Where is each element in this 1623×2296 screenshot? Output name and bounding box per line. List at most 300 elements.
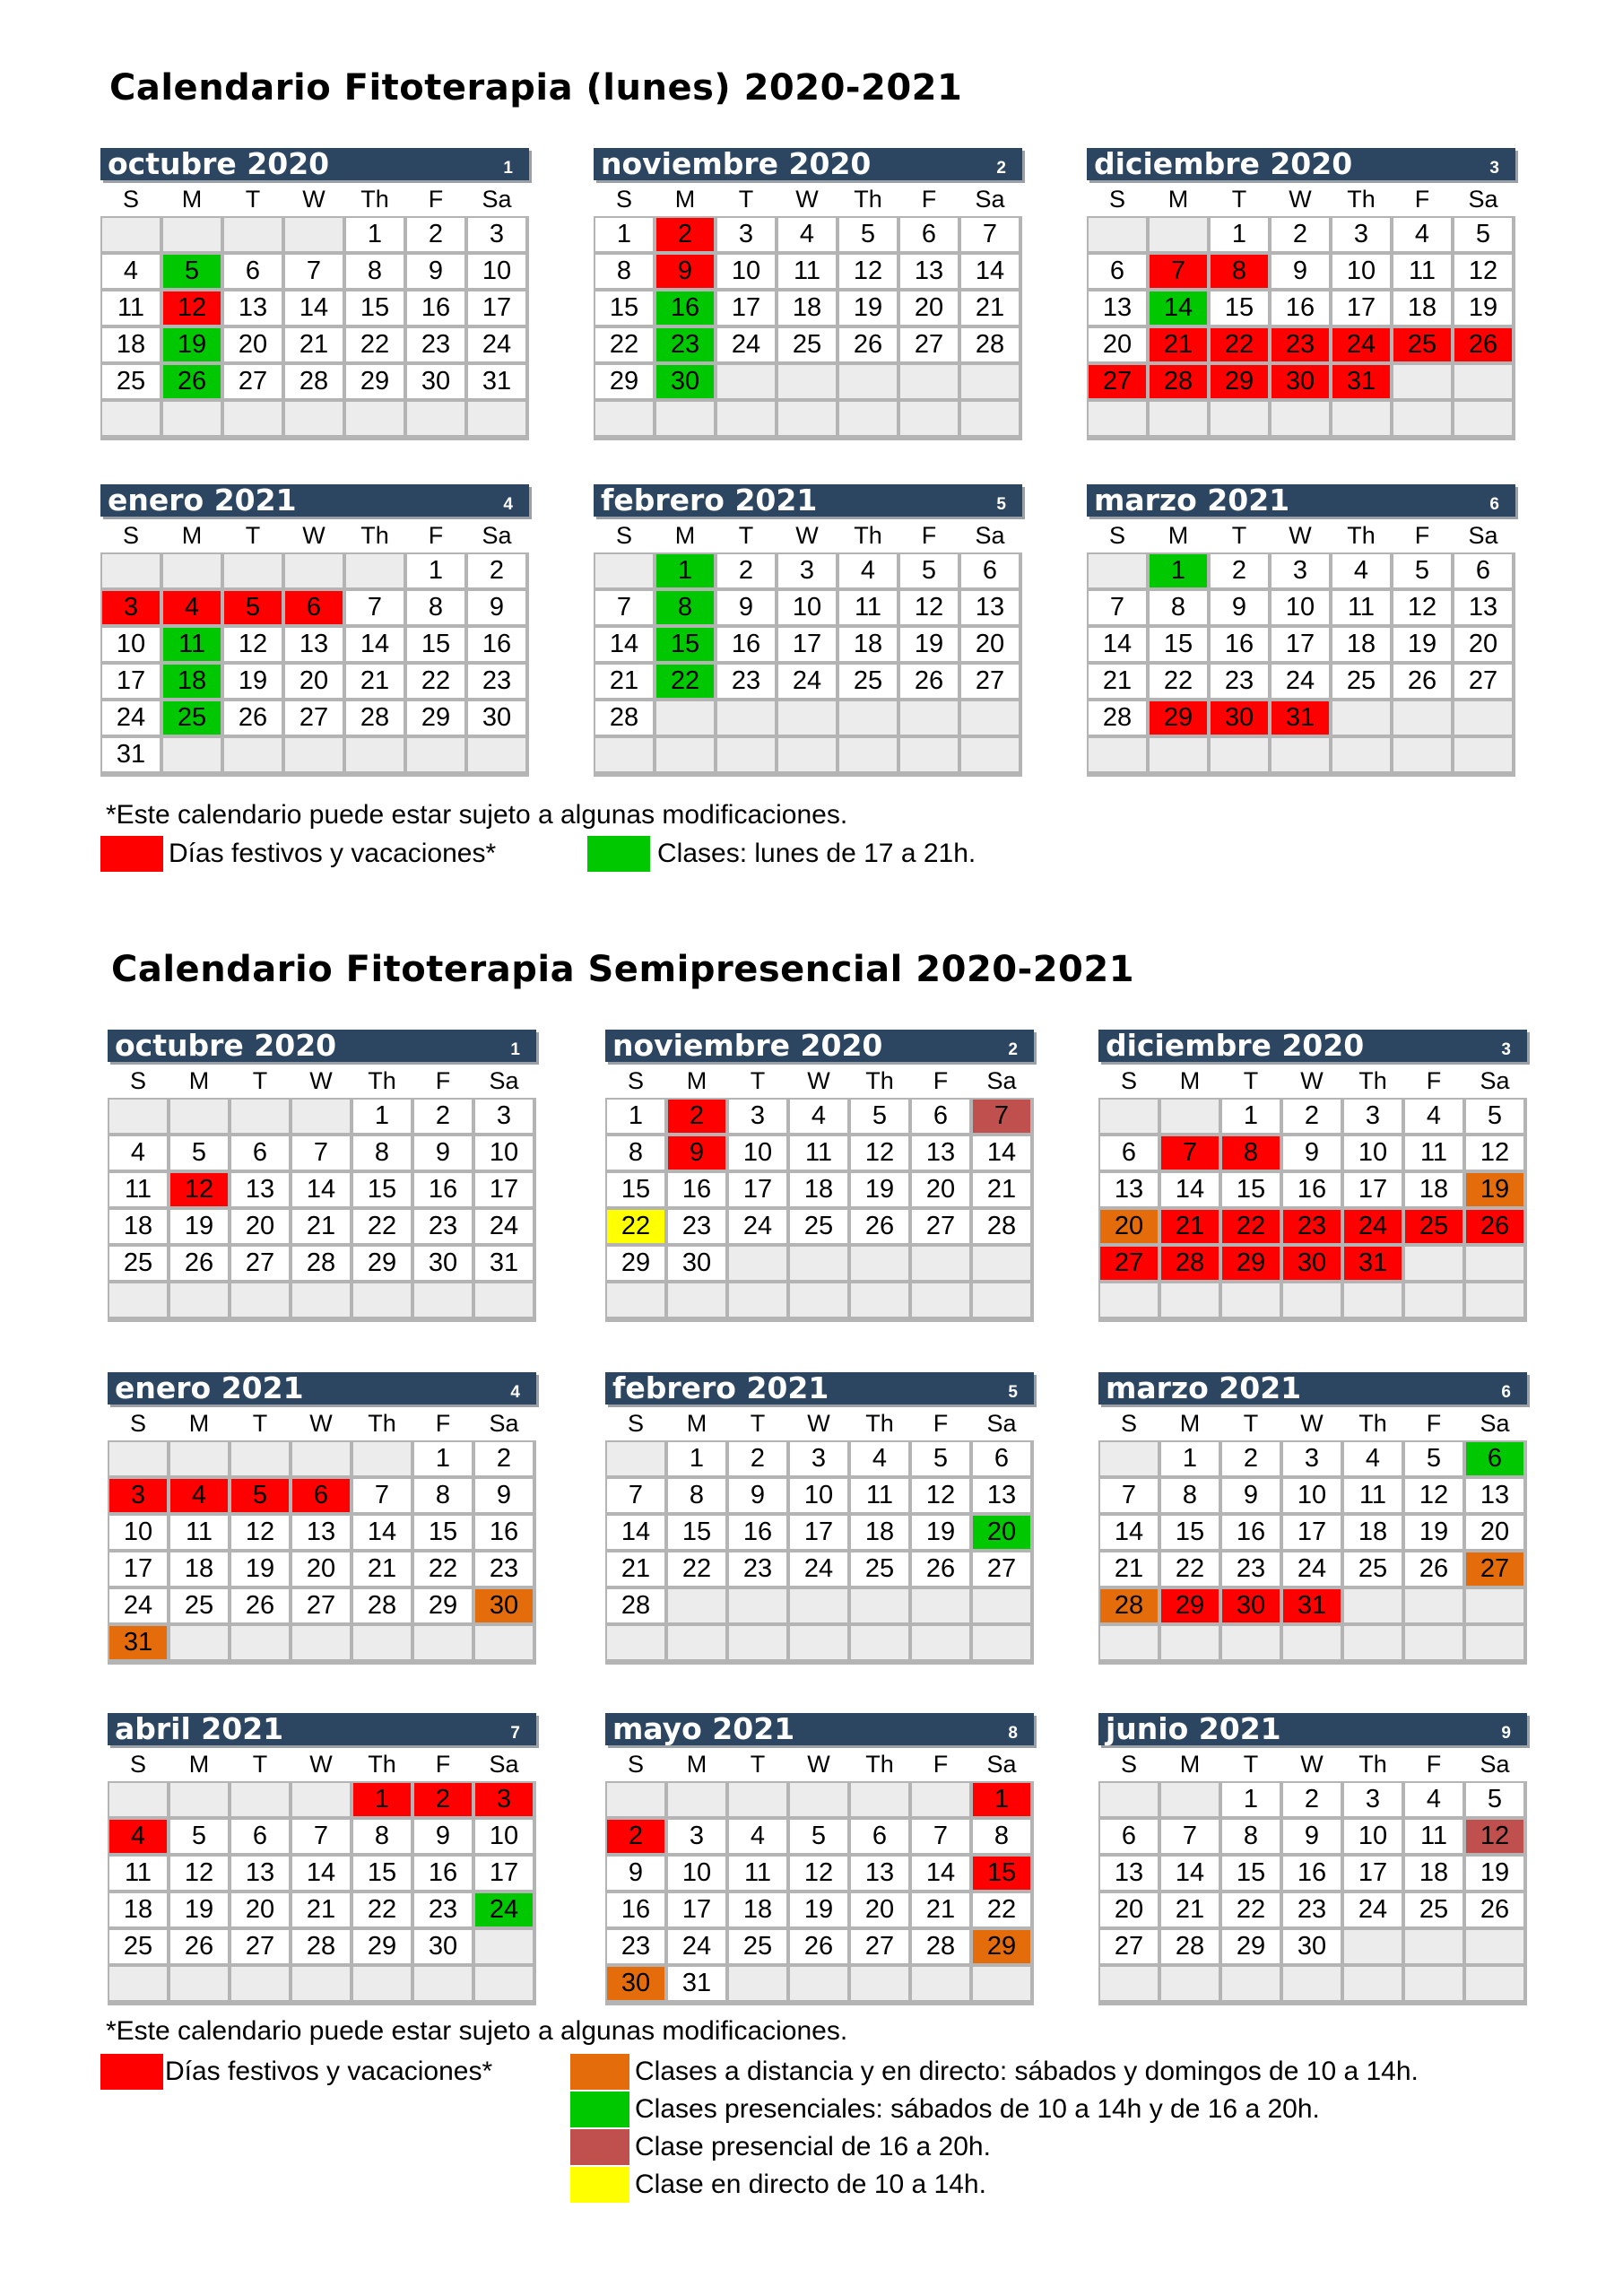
day-cell: 2 xyxy=(1283,1783,1341,1816)
empty-cell xyxy=(1393,365,1451,398)
month-name: enero 2021 xyxy=(115,1370,304,1405)
day-grid xyxy=(605,1440,1034,1665)
day-cell: 30 xyxy=(1271,365,1329,398)
day-cell: 8 xyxy=(656,591,714,624)
day-cell: 28 xyxy=(1089,701,1146,735)
empty-cell xyxy=(961,402,1019,435)
weekday-label: S xyxy=(129,1751,146,1778)
empty-cell xyxy=(839,365,897,398)
month-diciembre-2020 xyxy=(1098,1030,1527,1352)
weekday-label: Th xyxy=(1347,522,1376,549)
day-cell: 22 xyxy=(668,1552,725,1586)
empty-cell xyxy=(1405,1626,1462,1659)
empty-cell xyxy=(790,1589,847,1622)
empty-cell xyxy=(163,738,221,771)
day-cell: 14 xyxy=(912,1857,969,1890)
day-cell: 14 xyxy=(961,255,1019,288)
day-cell: 18 xyxy=(109,1210,167,1243)
empty-cell xyxy=(292,1442,350,1475)
day-cell: 22 xyxy=(607,1210,664,1243)
weekday-label: W xyxy=(1300,1751,1324,1778)
month-name: enero 2021 xyxy=(108,483,297,517)
empty-cell xyxy=(1466,1930,1523,1963)
day-cell: 28 xyxy=(973,1210,1030,1243)
day-cell: 31 xyxy=(1271,701,1329,735)
empty-cell xyxy=(717,365,775,398)
day-cell: 27 xyxy=(1100,1247,1158,1280)
day-cell: 28 xyxy=(346,701,404,735)
day-grid xyxy=(594,216,1022,440)
day-cell: 11 xyxy=(790,1136,847,1170)
day-cell: 10 xyxy=(668,1857,725,1890)
day-cell: 14 xyxy=(353,1516,411,1549)
weekday-label: Sa xyxy=(489,1751,519,1778)
empty-cell xyxy=(900,402,958,435)
day-cell: 7 xyxy=(973,1100,1030,1133)
day-cell: 29 xyxy=(353,1247,411,1280)
day-cell: 27 xyxy=(231,1247,289,1280)
day-cell: 31 xyxy=(1332,365,1390,398)
day-cell: 13 xyxy=(973,1479,1030,1512)
day-cell: 9 xyxy=(1283,1820,1341,1853)
month-mayo-2021 xyxy=(605,1713,1034,2036)
month-number: 3 xyxy=(1489,159,1499,178)
empty-cell xyxy=(468,738,525,771)
day-cell: 18 xyxy=(851,1516,908,1549)
empty-cell xyxy=(973,1589,1030,1622)
month-name: marzo 2021 xyxy=(1106,1370,1302,1405)
day-cell: 22 xyxy=(1211,328,1268,361)
day-cell: 25 xyxy=(729,1930,786,1963)
empty-cell xyxy=(717,738,775,771)
day-cell: 12 xyxy=(790,1857,847,1890)
day-cell: 29 xyxy=(1161,1589,1219,1622)
day-cell: 16 xyxy=(656,291,714,325)
day-cell: 7 xyxy=(292,1820,350,1853)
empty-cell xyxy=(912,1967,969,2000)
calendar2-legend-remote-swatch xyxy=(570,2054,629,2090)
empty-cell xyxy=(1089,402,1146,435)
day-cell: 15 xyxy=(1222,1857,1280,1890)
day-cell: 22 xyxy=(346,328,404,361)
calendar1-legend-holiday-label: Días festivos y vacaciones* xyxy=(169,839,497,868)
day-cell: 30 xyxy=(607,1967,664,2000)
month-marzo-2021 xyxy=(1087,484,1515,807)
day-cell: 1 xyxy=(607,1100,664,1133)
day-cell: 6 xyxy=(900,218,958,251)
weekday-label: F xyxy=(435,1410,451,1437)
empty-cell xyxy=(668,1589,725,1622)
empty-cell xyxy=(1161,1967,1219,2000)
empty-cell xyxy=(912,1589,969,1622)
day-cell: 29 xyxy=(595,365,653,398)
day-cell: 9 xyxy=(407,255,464,288)
day-cell: 15 xyxy=(353,1857,411,1890)
day-cell: 6 xyxy=(961,554,1019,587)
day-cell: 24 xyxy=(109,1589,167,1622)
weekday-label: F xyxy=(428,186,444,213)
day-cell: 20 xyxy=(851,1893,908,1926)
day-cell: 11 xyxy=(729,1857,786,1890)
weekday-label: T xyxy=(245,522,261,549)
day-cell: 23 xyxy=(468,665,525,698)
day-cell: 20 xyxy=(1089,328,1146,361)
day-cell: 31 xyxy=(1344,1247,1402,1280)
day-cell: 7 xyxy=(1100,1479,1158,1512)
day-cell: 21 xyxy=(595,665,653,698)
day-cell: 8 xyxy=(973,1820,1030,1853)
empty-cell xyxy=(407,402,464,435)
day-cell: 14 xyxy=(973,1136,1030,1170)
weekday-label: F xyxy=(933,1410,949,1437)
day-cell: 18 xyxy=(1332,628,1390,661)
day-cell: 31 xyxy=(109,1626,167,1659)
day-cell: 28 xyxy=(292,1247,350,1280)
month-noviembre-2020 xyxy=(594,148,1022,471)
day-cell: 28 xyxy=(1161,1930,1219,1963)
day-cell: 10 xyxy=(1332,255,1390,288)
day-cell: 11 xyxy=(1344,1479,1402,1512)
weekday-label: Th xyxy=(854,522,882,549)
day-cell: 2 xyxy=(1211,554,1268,587)
empty-cell xyxy=(656,701,714,735)
day-cell: 9 xyxy=(1222,1479,1280,1512)
empty-cell xyxy=(407,738,464,771)
day-cell: 26 xyxy=(839,328,897,361)
day-cell: 29 xyxy=(407,701,464,735)
day-cell: 8 xyxy=(353,1136,411,1170)
day-cell: 26 xyxy=(912,1552,969,1586)
weekday-label: M xyxy=(188,1410,210,1437)
month-number: 3 xyxy=(1501,1040,1511,1059)
day-cell: 27 xyxy=(285,701,343,735)
day-cell: 2 xyxy=(607,1820,664,1853)
empty-cell xyxy=(353,1626,411,1659)
day-cell: 2 xyxy=(1222,1442,1280,1475)
day-cell: 11 xyxy=(1405,1136,1462,1170)
day-cell: 19 xyxy=(790,1893,847,1926)
day-cell: 12 xyxy=(231,1516,289,1549)
empty-cell xyxy=(961,701,1019,735)
day-cell: 2 xyxy=(1283,1100,1341,1133)
weekday-label: T xyxy=(252,1410,268,1437)
day-cell: 22 xyxy=(973,1893,1030,1926)
month-name: febrero 2021 xyxy=(601,483,818,517)
empty-cell xyxy=(839,701,897,735)
day-cell: 15 xyxy=(1211,291,1268,325)
calendar1-legend-class-label: Clases: lunes de 17 a 21h. xyxy=(657,839,976,868)
day-cell: 13 xyxy=(231,1857,289,1890)
day-cell: 22 xyxy=(1161,1552,1219,1586)
empty-cell xyxy=(1454,365,1512,398)
day-cell: 19 xyxy=(170,1210,228,1243)
day-cell: 25 xyxy=(1405,1210,1462,1243)
empty-cell xyxy=(1283,1626,1341,1659)
day-cell: 20 xyxy=(1100,1210,1158,1243)
empty-cell xyxy=(607,1626,664,1659)
day-cell: 1 xyxy=(1211,218,1268,251)
weekday-label: W xyxy=(1300,1067,1324,1094)
day-cell: 7 xyxy=(285,255,343,288)
day-cell: 14 xyxy=(346,628,404,661)
day-cell: 30 xyxy=(468,701,525,735)
weekday-label: F xyxy=(933,1751,949,1778)
month-header xyxy=(594,484,1022,517)
day-cell: 21 xyxy=(973,1173,1030,1206)
day-cell: 26 xyxy=(170,1930,228,1963)
weekday-label: M xyxy=(188,1751,210,1778)
empty-cell xyxy=(900,365,958,398)
day-cell: 19 xyxy=(1466,1173,1523,1206)
day-cell: 24 xyxy=(1344,1893,1402,1926)
day-cell: 16 xyxy=(1283,1857,1341,1890)
day-grid xyxy=(594,552,1022,777)
month-name: noviembre 2020 xyxy=(612,1028,883,1063)
day-cell: 24 xyxy=(717,328,775,361)
day-grid xyxy=(1098,1781,1527,2005)
empty-cell xyxy=(1161,1783,1219,1816)
day-cell: 14 xyxy=(595,628,653,661)
empty-cell xyxy=(729,1589,786,1622)
weekday-label: W xyxy=(309,1067,333,1094)
day-cell: 17 xyxy=(1344,1173,1402,1206)
weekday-label: M xyxy=(188,1067,210,1094)
day-cell: 3 xyxy=(790,1442,847,1475)
day-cell: 30 xyxy=(1222,1589,1280,1622)
empty-cell xyxy=(1161,1626,1219,1659)
weekday-label: S xyxy=(1120,1067,1137,1094)
month-abril-2021 xyxy=(108,1713,536,2036)
day-cell: 27 xyxy=(1100,1930,1158,1963)
day-cell: 1 xyxy=(1161,1442,1219,1475)
month-noviembre-2020 xyxy=(605,1030,1034,1352)
day-cell: 26 xyxy=(1454,328,1512,361)
calendar2-legend-afternoon-swatch xyxy=(570,2129,629,2165)
day-cell: 17 xyxy=(102,665,160,698)
day-cell: 31 xyxy=(1283,1589,1341,1622)
day-cell: 7 xyxy=(292,1136,350,1170)
empty-cell xyxy=(607,1442,664,1475)
empty-cell xyxy=(353,1283,411,1317)
day-cell: 4 xyxy=(102,255,160,288)
day-cell: 24 xyxy=(475,1893,533,1926)
day-cell: 21 xyxy=(292,1210,350,1243)
month-header xyxy=(605,1713,1034,1745)
empty-cell xyxy=(839,738,897,771)
calendar1-legend-holiday-swatch xyxy=(100,836,163,872)
day-cell: 17 xyxy=(1344,1857,1402,1890)
empty-cell xyxy=(1161,1283,1219,1317)
day-cell: 11 xyxy=(109,1857,167,1890)
month-header xyxy=(594,148,1022,180)
weekday-label: W xyxy=(1289,186,1312,213)
day-cell: 17 xyxy=(790,1516,847,1549)
empty-cell xyxy=(790,1247,847,1280)
day-cell: 23 xyxy=(729,1552,786,1586)
day-cell: 24 xyxy=(1332,328,1390,361)
empty-cell xyxy=(285,402,343,435)
day-cell: 8 xyxy=(1222,1820,1280,1853)
empty-cell xyxy=(109,1283,167,1317)
empty-cell xyxy=(102,218,160,251)
day-cell: 6 xyxy=(1100,1820,1158,1853)
weekday-label: Sa xyxy=(489,1067,519,1094)
weekday-label: S xyxy=(627,1067,644,1094)
day-grid xyxy=(1087,216,1515,440)
weekday-label: Sa xyxy=(1468,186,1498,213)
day-cell: 16 xyxy=(475,1516,533,1549)
empty-cell xyxy=(790,1783,847,1816)
day-cell: 10 xyxy=(1283,1479,1341,1512)
day-cell: 25 xyxy=(102,365,160,398)
day-cell: 10 xyxy=(717,255,775,288)
day-cell: 27 xyxy=(292,1589,350,1622)
day-cell: 4 xyxy=(839,554,897,587)
day-cell: 11 xyxy=(851,1479,908,1512)
day-cell: 26 xyxy=(900,665,958,698)
empty-cell xyxy=(1271,402,1329,435)
day-cell: 27 xyxy=(1089,365,1146,398)
day-cell: 1 xyxy=(1150,554,1207,587)
empty-cell xyxy=(778,701,836,735)
day-cell: 13 xyxy=(1089,291,1146,325)
empty-cell xyxy=(973,1626,1030,1659)
day-cell: 17 xyxy=(1271,628,1329,661)
day-cell: 26 xyxy=(163,365,221,398)
day-cell: 24 xyxy=(1271,665,1329,698)
day-cell: 8 xyxy=(353,1820,411,1853)
empty-cell xyxy=(414,1283,472,1317)
day-cell: 12 xyxy=(170,1173,228,1206)
month-name: diciembre 2020 xyxy=(1094,146,1353,181)
day-cell: 12 xyxy=(839,255,897,288)
day-cell: 17 xyxy=(468,291,525,325)
empty-cell xyxy=(1100,1283,1158,1317)
empty-cell xyxy=(851,1247,908,1280)
day-cell: 18 xyxy=(1344,1516,1402,1549)
weekday-label: T xyxy=(738,186,754,213)
day-cell: 16 xyxy=(414,1857,472,1890)
empty-cell xyxy=(170,1283,228,1317)
day-cell: 18 xyxy=(1405,1173,1462,1206)
day-cell: 23 xyxy=(656,328,714,361)
weekday-label: Th xyxy=(1347,186,1376,213)
day-cell: 28 xyxy=(961,328,1019,361)
day-cell: 18 xyxy=(109,1893,167,1926)
empty-cell xyxy=(1393,402,1451,435)
day-cell: 20 xyxy=(224,328,282,361)
day-grid xyxy=(1098,1098,1527,1322)
day-cell: 3 xyxy=(668,1820,725,1853)
day-cell: 14 xyxy=(1100,1516,1158,1549)
empty-cell xyxy=(851,1967,908,2000)
weekday-label: W xyxy=(302,186,325,213)
day-cell: 1 xyxy=(353,1100,411,1133)
weekday-label: Sa xyxy=(1480,1410,1510,1437)
day-cell: 9 xyxy=(414,1820,472,1853)
day-cell: 30 xyxy=(668,1247,725,1280)
day-cell: 15 xyxy=(668,1516,725,1549)
day-cell: 25 xyxy=(109,1247,167,1280)
empty-cell xyxy=(839,402,897,435)
day-cell: 5 xyxy=(1405,1442,1462,1475)
day-cell: 2 xyxy=(414,1100,472,1133)
day-cell: 9 xyxy=(717,591,775,624)
day-cell: 20 xyxy=(285,665,343,698)
calendar2-legend-live-label: Clase en directo de 10 a 14h. xyxy=(635,2170,986,2199)
day-cell: 29 xyxy=(973,1930,1030,1963)
day-cell: 5 xyxy=(1393,554,1451,587)
day-cell: 13 xyxy=(1466,1479,1523,1512)
day-cell: 29 xyxy=(1211,365,1268,398)
empty-cell xyxy=(1405,1589,1462,1622)
day-cell: 7 xyxy=(595,591,653,624)
day-cell: 24 xyxy=(790,1552,847,1586)
weekday-label: M xyxy=(181,522,203,549)
day-cell: 2 xyxy=(414,1783,472,1816)
day-cell: 24 xyxy=(102,701,160,735)
empty-cell xyxy=(1100,1967,1158,2000)
day-cell: 21 xyxy=(285,328,343,361)
empty-cell xyxy=(1211,402,1268,435)
day-cell: 27 xyxy=(912,1210,969,1243)
day-cell: 9 xyxy=(475,1479,533,1512)
empty-cell xyxy=(1344,1967,1402,2000)
day-cell: 29 xyxy=(346,365,404,398)
day-cell: 19 xyxy=(1466,1857,1523,1890)
day-cell: 9 xyxy=(668,1136,725,1170)
calendar2-legend-afternoon-label: Clase presencial de 16 a 20h. xyxy=(635,2132,991,2161)
empty-cell xyxy=(1100,1626,1158,1659)
day-cell: 6 xyxy=(851,1820,908,1853)
day-cell: 6 xyxy=(224,255,282,288)
day-cell: 5 xyxy=(170,1820,228,1853)
day-cell: 11 xyxy=(102,291,160,325)
day-cell: 15 xyxy=(1222,1173,1280,1206)
day-cell: 9 xyxy=(1211,591,1268,624)
empty-cell xyxy=(292,1626,350,1659)
month-number: 8 xyxy=(1008,1724,1018,1743)
day-cell: 6 xyxy=(1089,255,1146,288)
empty-cell xyxy=(1393,701,1451,735)
day-cell: 19 xyxy=(900,628,958,661)
day-cell: 21 xyxy=(353,1552,411,1586)
day-cell: 25 xyxy=(851,1552,908,1586)
month-number: 7 xyxy=(510,1724,520,1743)
empty-cell xyxy=(1222,1967,1280,2000)
day-grid xyxy=(100,216,529,440)
day-cell: 9 xyxy=(1283,1136,1341,1170)
weekday-label: T xyxy=(1231,186,1247,213)
day-cell: 25 xyxy=(839,665,897,698)
empty-cell xyxy=(353,1442,411,1475)
day-cell: 18 xyxy=(1393,291,1451,325)
empty-cell xyxy=(224,554,282,587)
weekday-label: Sa xyxy=(1480,1751,1510,1778)
day-cell: 12 xyxy=(912,1479,969,1512)
weekday-label: F xyxy=(921,522,937,549)
day-cell: 13 xyxy=(1100,1173,1158,1206)
month-number: 2 xyxy=(1008,1040,1018,1059)
day-cell: 13 xyxy=(900,255,958,288)
weekday-label: F xyxy=(1426,1067,1442,1094)
day-cell: 13 xyxy=(1454,591,1512,624)
weekday-label: S xyxy=(1120,1751,1137,1778)
day-cell: 6 xyxy=(1100,1136,1158,1170)
calendar2-legend-remote-label: Clases a distancia y en directo: sábados y domingos de 10 a 14h. xyxy=(635,2057,1419,2086)
weekday-label: Th xyxy=(865,1067,894,1094)
day-cell: 15 xyxy=(346,291,404,325)
